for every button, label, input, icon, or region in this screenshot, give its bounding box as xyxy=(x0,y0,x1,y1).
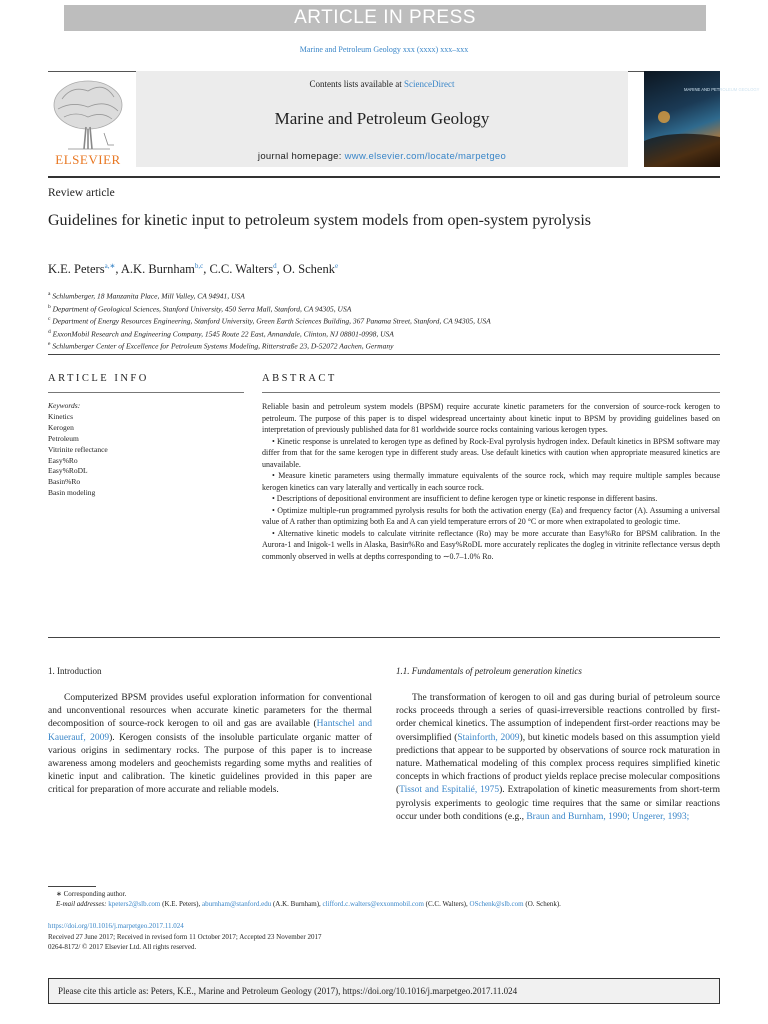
affiliation-marker: d xyxy=(48,328,51,335)
author-separator: , xyxy=(276,262,283,277)
doi-link[interactable]: https://doi.org/10.1016/j.marpetgeo.2017.11.024 xyxy=(48,922,184,930)
abstract-rule xyxy=(262,392,720,393)
author-name: A.K. Burnham xyxy=(120,262,195,277)
introduction-heading: 1. Introduction xyxy=(48,666,102,676)
article-metadata xyxy=(48,921,321,953)
ref-link-tissot[interactable]: Tissot and Espitalié, 1975 xyxy=(399,785,500,796)
keyword: Basin modeling xyxy=(48,488,96,498)
author-list xyxy=(48,262,338,277)
ref-link-braun-ungerer[interactable]: Braun and Burnham, 1990; Ungerer, 1993; xyxy=(526,811,690,822)
authors-separator xyxy=(48,354,720,355)
header-bottom-rule xyxy=(48,176,720,178)
abstract-paragraph: Reliable basin and petroleum system models (BPSM) require accurate kinetic parameters for the conversion of source-rock kerogen to petroleum. The purpose of this paper is to dispel widespread uncertainty about kinetic input to BPSM by providing guidelines based on interpretation of previously published data for 81 worldwide source rocks containing various kerogen types. xyxy=(262,402,720,434)
keyword: Basin%Ro xyxy=(48,477,81,487)
keyword: Easy%Ro xyxy=(48,455,78,465)
author-affiliation-marker[interactable]: b,c xyxy=(194,262,204,270)
abstract-bullet: • Measure kinetic parameters using thermally immature equivalents of the source rock, which may require multiple samples because kerogen kinetics can vary laterally and vertically in each source rock. xyxy=(262,471,720,492)
abstract-bullet: • Alternative kinetic models to calculate vitrinite reflectance (Ro) may be more accurate than Easy%Ro for BPSM calibration. In the Aurora-1 and Inigok-1 wells in Alaska, Basin%Ro and Easy%RoDL more accurately replicates the dogleg in vitrinite reflectance versus depth commonly observed in wells at depths corresponding to ∼0.7–1.0% Ro. xyxy=(262,528,720,561)
received-dates: Received 27 June 2017; Received in revised form 11 October 2017; Accepted 23 November 2017 xyxy=(48,932,322,941)
publisher-wordmark: ELSEVIER xyxy=(55,152,121,167)
introduction-body xyxy=(48,692,372,798)
ref-link-hantschel[interactable]: Hantschel and Kauerauf, 2009 xyxy=(48,719,372,743)
journal-masthead xyxy=(136,71,628,167)
author-separator: , xyxy=(115,262,121,277)
author-name: C.C. Walters xyxy=(209,262,274,277)
author-name: O. Schenk xyxy=(282,262,335,277)
affiliation-marker: b xyxy=(48,303,51,310)
author-affiliation-marker[interactable]: a,∗ xyxy=(104,262,116,270)
author-affiliation-marker[interactable]: d xyxy=(273,262,277,270)
ref-link-stainforth[interactable]: Stainforth, 2009 xyxy=(457,732,520,743)
affiliation-text: Department of Geological Sciences, Stanford University, 450 Serra Mall, Stanford, CA 94305, USA xyxy=(52,304,352,313)
email-link-burnham[interactable]: aburnham@stanford.edu xyxy=(201,900,272,908)
affiliation-list xyxy=(48,289,728,352)
keyword: Easy%RoDL xyxy=(48,466,88,476)
introduction-paragraph: Computerized BPSM provides useful exploration information for conventional and unconventional resources when accurate kinetic parameters for the thermal decomposition of source-rock kerogen to oil and gas are available (Hantschel and Kauerauf, 2009). Kerogen consists of the insoluble particulate organic matter of various origins in sedimentary rocks. The purpose of this paper is to increase awareness among modelers and geochemists regarding some myths and realities of kinetic input and calibration. The kinetic guidelines provided in this paper are critical for preparation of more accurate and reliable models. xyxy=(48,693,373,796)
affiliation-marker: c xyxy=(48,316,51,322)
author-affiliation-marker[interactable]: e xyxy=(334,262,339,270)
article-info-heading: ARTICLE INFO xyxy=(48,373,149,384)
journal-homepage: journal homepage: www.elsevier.com/locate/marpetgeo xyxy=(257,151,507,162)
email-link-peters[interactable]: kpeters2@slb.com xyxy=(108,900,161,908)
email-link-schenk[interactable]: OSchenk@slb.com xyxy=(469,900,524,908)
article-type: Review article xyxy=(48,187,115,199)
fundamentals-heading: 1.1. Fundamentals of petroleum generation kinetics xyxy=(396,666,582,676)
keyword: Vitrinite reflectance xyxy=(48,444,108,454)
affiliation xyxy=(48,289,728,302)
affiliation-text: Schlumberger, 18 Manzanita Place, Mill Valley, CA 94941, USA xyxy=(52,291,245,301)
author-separator: , xyxy=(203,262,210,277)
affiliation-text: Department of Energy Resources Engineering, Stanford University, Green Earth Sciences Building, 367 Panama Street, Stanford, CA 94305, USA xyxy=(52,316,491,326)
affiliation-text: Schlumberger Center of Excellence for Petroleum Systems Modeling, Ritterstraße 23, D-52072 Aachen, Germany xyxy=(52,341,394,351)
cover-art xyxy=(644,71,760,167)
abstract-bullet: • Kinetic response is unrelated to kerogen type as defined by Rock-Eval pyrolysis hydrogen index. Default kinetics in BPSM software may differ from that for the same kerogen type in different study areas. Use default kinetics with caution when appropriate measured kinetics are unavailable. xyxy=(262,436,720,469)
journal-cover-image xyxy=(644,71,760,167)
author-name: K.E. Peters xyxy=(48,262,105,277)
abstract-bottom-rule xyxy=(48,637,720,638)
footnote-rule xyxy=(48,886,96,887)
corresponding-author-note: ∗ Corresponding author. xyxy=(56,890,127,898)
keyword: Kinetics xyxy=(48,411,73,421)
fundamentals-body xyxy=(396,692,720,824)
journal-header xyxy=(48,71,760,167)
journal-citation-link[interactable]: Marine and Petroleum Geology xxx (xxxx) xxx–xxx xyxy=(299,45,469,54)
abstract-heading: ABSTRACT xyxy=(262,373,337,384)
affiliation-marker: e xyxy=(48,341,51,347)
journal-title: Marine and Petroleum Geology xyxy=(274,109,490,128)
email-link-walters[interactable]: clifford.c.walters@exxonmobil.com xyxy=(322,900,424,908)
keyword: Kerogen xyxy=(48,422,74,432)
article-title: Guidelines for kinetic input to petroleum system models from open-system pyrolysis xyxy=(48,212,592,229)
elsevier-logo xyxy=(48,77,128,167)
homepage-link[interactable]: www.elsevier.com/locate/marpetgeo xyxy=(344,151,507,162)
affiliation xyxy=(48,327,728,340)
elsevier-tree-icon xyxy=(48,77,128,167)
affiliation-text: ExxonMobil Research and Engineering Company, 1545 Route 22 East, Annandale, Clinton, NJ 08801-0998, USA xyxy=(52,329,394,338)
abstract-bullet: • Optimize multiple-run programmed pyrolysis results for both the activation energy (Ea) and frequency factor (A). Assuming a universal value of A rather than optimizing both Ea and A can yield temperature errors of 20 °C or more when extrapolated to geologic time. xyxy=(262,505,720,526)
copyright: 0264-8172/ © 2017 Elsevier Ltd. All rights reserved. xyxy=(48,943,197,951)
cover-text: MARINE AND PETROLEUM GEOLOGY xyxy=(684,87,760,92)
contents-available-text: Contents lists available at ScienceDirect xyxy=(309,79,455,89)
affiliation-marker: a xyxy=(48,291,51,297)
affiliation xyxy=(48,339,728,352)
fundamentals-paragraph: The transformation of kerogen to oil and gas during burial of petroleum source rocks proceeds through a series of quasi-irreversible reactions controlled by first-order chemical kinetics. The assumption of independent first-order reactions may be oversimplified (Stainforth, 2009), but kinetic models based on this assumption yield predictions that appear to be supported by observations of source rock maturation in nature. Mathematical modeling of this complex process requires simplified kinetic concepts in which fractions of product yields replace precise molecular compositions (Tissot and Espitalié, 1975). Extrapolation of kinetic measurements from short-term pyrolysis experiments to geologic time requires that the same or similar reactions occur under both conditions (e.g., Braun and Burnham, 1990; Ungerer, 1993; xyxy=(396,693,720,822)
abstract-text xyxy=(262,401,720,562)
keywords-label: Keywords: xyxy=(48,401,81,410)
abstract-bullet: • Descriptions of depositional environment are insufficient to define kerogen type or kinetic response in different basins. xyxy=(272,494,658,503)
article-in-press-banner: ARTICLE IN PRESS xyxy=(64,5,706,31)
footnotes xyxy=(48,889,738,909)
sciencedirect-link[interactable]: ScienceDirect xyxy=(404,79,455,89)
affiliation xyxy=(48,314,728,327)
article-info-rule xyxy=(48,392,244,393)
keywords-block xyxy=(48,401,108,499)
affiliation xyxy=(48,302,728,315)
keyword: Petroleum xyxy=(48,433,79,443)
email-addresses: E-mail addresses: kpeters2@slb.com (K.E. Peters), aburnham@stanford.edu (A.K. Burnham), clifford.c.walters@exxonmobil.com (C.C. Walters), OSchenk@slb.com (O. Schenk). xyxy=(56,900,561,908)
cite-this-article-box: Please cite this article as: Peters, K.E., Marine and Petroleum Geology (2017), https://doi.org/10.1016/j.marpetgeo.2017.11.024 xyxy=(48,978,720,1004)
